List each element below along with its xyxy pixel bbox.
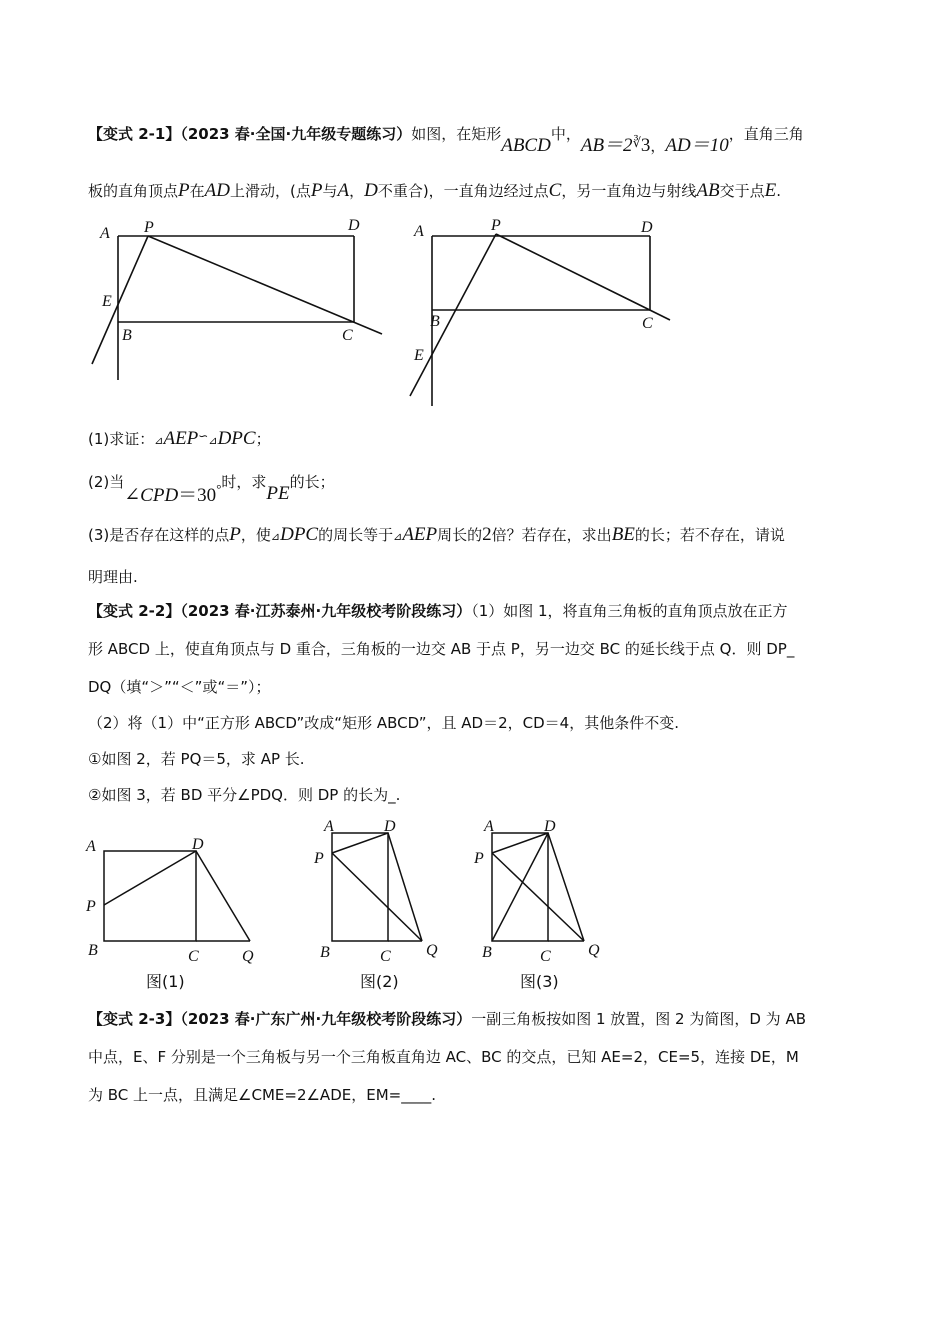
fig1-label-d: D (192, 836, 204, 853)
fig2-label-q: Q (426, 942, 438, 959)
problem-2-2-line2: 形 ABCD 上，使直角顶点与 D 重合，三角板的一边交 AB 于点 P，另一边交 BC 的延长线于点 Q．则 DP_ (88, 640, 795, 658)
label-e: E (102, 293, 112, 310)
fig3-label-c: C (540, 948, 551, 965)
question-2: (2)当∠CPD＝30°时，求PE的长； (88, 473, 335, 506)
label-b: B (430, 313, 440, 330)
problem-tag: 【变式 2-3】 (88, 1010, 181, 1028)
fig2-label-b: B (320, 944, 330, 961)
problem-tag: 【变式 2-1】 (88, 125, 181, 143)
label-c: C (342, 327, 353, 344)
problem-2-2-line3: DQ（填“＞”“＜”或“＝”）； (88, 678, 271, 696)
problem-source: （2023 春·广东广州·九年级校考阶段练习） (180, 1010, 472, 1028)
problem-2-3-line2: 中点，E、F 分别是一个三角板与另一个三角板直角边 AC、BC 的交点，已知 AE=2，CE=5，连接 DE，M (88, 1048, 799, 1066)
question-1: (1)求证：⊿AEP∽⊿DPC； (88, 428, 271, 449)
label-a: A (100, 225, 110, 242)
fig2-label-p: P (314, 850, 324, 867)
fig2-caption: 图(2) (360, 972, 399, 991)
fig3-label-d: D (544, 818, 556, 835)
fig1-label-q: Q (242, 948, 254, 965)
problem-2-1-line2: 板的直角顶点P在AD上滑动，(点P与A，D不重合)，一直角边经过点C，另一直角边与射线AB交于点E. (88, 180, 781, 201)
math-abcd: ABCD (501, 135, 551, 156)
problem-source: （2023 春·全国·九年级专题练习） (180, 125, 412, 143)
fig1-label-c: C (188, 948, 199, 965)
question-3-cont: 明理由. (88, 568, 138, 586)
figure-2-1-right (400, 212, 675, 408)
fig2-label-a: A (324, 818, 334, 835)
problem-2-2-line6: ②如图 3，若 BD 平分∠PDQ．则 DP 的长为_. (88, 786, 401, 804)
problem-2-2-line1: 【变式 2-2】（2023 春·江苏泰州·九年级校考阶段练习）（1）如图 1，将直角三角板的直角顶点放在正方 (88, 602, 788, 620)
fig1-caption: 图(1) (146, 972, 185, 991)
fig3-label-q: Q (588, 942, 600, 959)
problem-2-1-line1: 【变式 2-1】（2023 春·全国·九年级专题练习）如图，在矩形ABCD中，AB＝2∛3，AD＝10，直角三角 (88, 125, 804, 156)
fig3-caption: 图(3) (520, 972, 559, 991)
figure-2-2-group (80, 815, 610, 995)
fig2-label-c: C (380, 948, 391, 965)
fig3-label-p: P (474, 850, 484, 867)
problem-tag: 【变式 2-2】 (88, 602, 181, 620)
figure-2-1-left (90, 212, 390, 384)
problem-source: （2023 春·江苏泰州·九年级校考阶段练习） (180, 602, 472, 620)
question-3: (3)是否存在这样的点P，使⊿DPC的周长等于⊿AEP周长的2倍？若存在，求出BE的长；若不存在，请说 (88, 524, 785, 545)
label-e: E (414, 347, 424, 364)
label-p: P (491, 217, 501, 234)
problem-2-2-line4: （2）将（1）中“正方形 ABCD”改成“矩形 ABCD”，且 AD＝2，CD＝4，其他条件不变. (88, 714, 679, 732)
label-a: A (414, 223, 424, 240)
fig2-label-d: D (384, 818, 396, 835)
label-b: B (122, 327, 132, 344)
problem-2-3-line1: 【变式 2-3】（2023 春·广东广州·九年级校考阶段练习）一副三角板按如图 1 放置，图 2 为简图，D 为 AB (88, 1010, 807, 1028)
label-c: C (642, 315, 653, 332)
fig3-label-a: A (484, 818, 494, 835)
math-ad-eq: AD＝10 (665, 135, 729, 156)
fig1-label-a: A (86, 838, 96, 855)
fig1-label-b: B (88, 942, 98, 959)
problem-2-3-line3: 为 BC 上一点，且满足∠CME=2∠ADE，EM=____. (88, 1086, 436, 1104)
math-ab-eq: AB＝2 (580, 135, 633, 156)
fig1-label-p: P (86, 898, 96, 915)
problem-2-2-line5: ①如图 2，若 PQ＝5，求 AP 长. (88, 750, 305, 768)
label-d: D (348, 217, 360, 234)
fig3-label-b: B (482, 944, 492, 961)
label-p: P (144, 219, 154, 236)
label-d: D (641, 219, 653, 236)
